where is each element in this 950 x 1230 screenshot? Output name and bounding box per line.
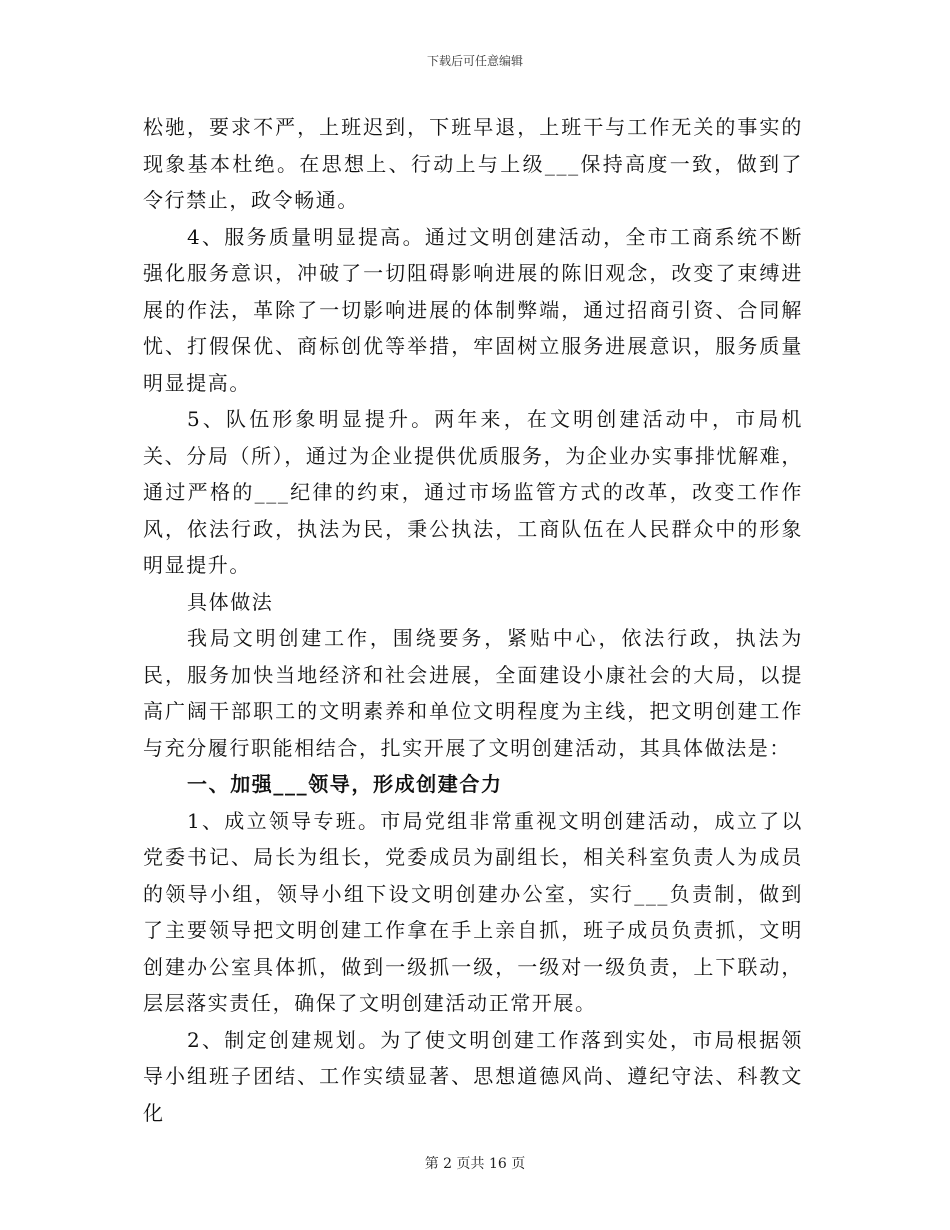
paragraph-team-image: 5、队伍形象明显提升。两年来，在文明创建活动中，市局机关、分局（所），通过为企业提供优质服务，为企业办实事排忧解难，通过严格的___纪律的约束，通过市场监管方式的改革，改变工作作风，依法行政，执法为民，秉公执法，工商队伍在人民群众中的形象明显提升。 xyxy=(143,407,803,577)
document-body xyxy=(143,109,803,1131)
page-header: 下载后可任意编辑 xyxy=(426,54,523,68)
paragraph-service-quality: 4、服务质量明显提高。通过文明创建活动，全市工商系统不断强化服务意识，冲破了一切阻碍影响进展的陈旧观念，改变了束缚进展的作法，革除了一切影响进展的体制弊端，通过招商引资、合同解忧、打假保优、商标创优等举措，牢固树立服务进展意识，服务质量明显提高。 xyxy=(143,224,803,395)
paragraph-continuation: 松驰，要求不严，上班迟到，下班早退，上班干与工作无关的事实的现象基本杜绝。在思想上、行动上与上级___保持高度一致，做到了令行禁止，政令畅通。 xyxy=(143,115,803,212)
paragraph-intro-practices: 我局文明创建工作，围绕要务，紧贴中心，依法行政，执法为民，服务加快当地经济和社会进展，全面建设小康社会的大局，以提高广阔干部职工的文明素养和单位文明程度为主线，把文明创建工作与充分履行职能相结合，扎实开展了文明创建活动，其具体做法是： xyxy=(143,626,803,760)
paragraph-leadership-team: 1、成立领导专班。市局党组非常重视文明创建活动，成立了以党委书记、局长为组长，党委成员为副组长，相关科室负责人为成员的领导小组，领导小组下设文明创建办公室，实行___负责制，做到了主要领导把文明创建工作拿在手上亲自抓，班子成员负责抓，文明创建办公室具体抓，做到一级抓一级，一级对一级负责，上下联动，层层落实责任，确保了文明创建活动正常开展。 xyxy=(143,808,803,1015)
page-number-footer: 第 2 页共 16 页 xyxy=(424,1156,526,1172)
section-label-specific-practices: 具体做法 xyxy=(187,589,274,614)
section-heading-leadership: 一、加强___领导，形成创建合力 xyxy=(187,772,503,796)
paragraph-creation-plan: 2、制定创建规划。为了使文明创建工作落到实处，市局根据领导小组班子团结、工作实绩显著、思想道德风尚、遵纪守法、科教文化 xyxy=(143,1027,803,1125)
